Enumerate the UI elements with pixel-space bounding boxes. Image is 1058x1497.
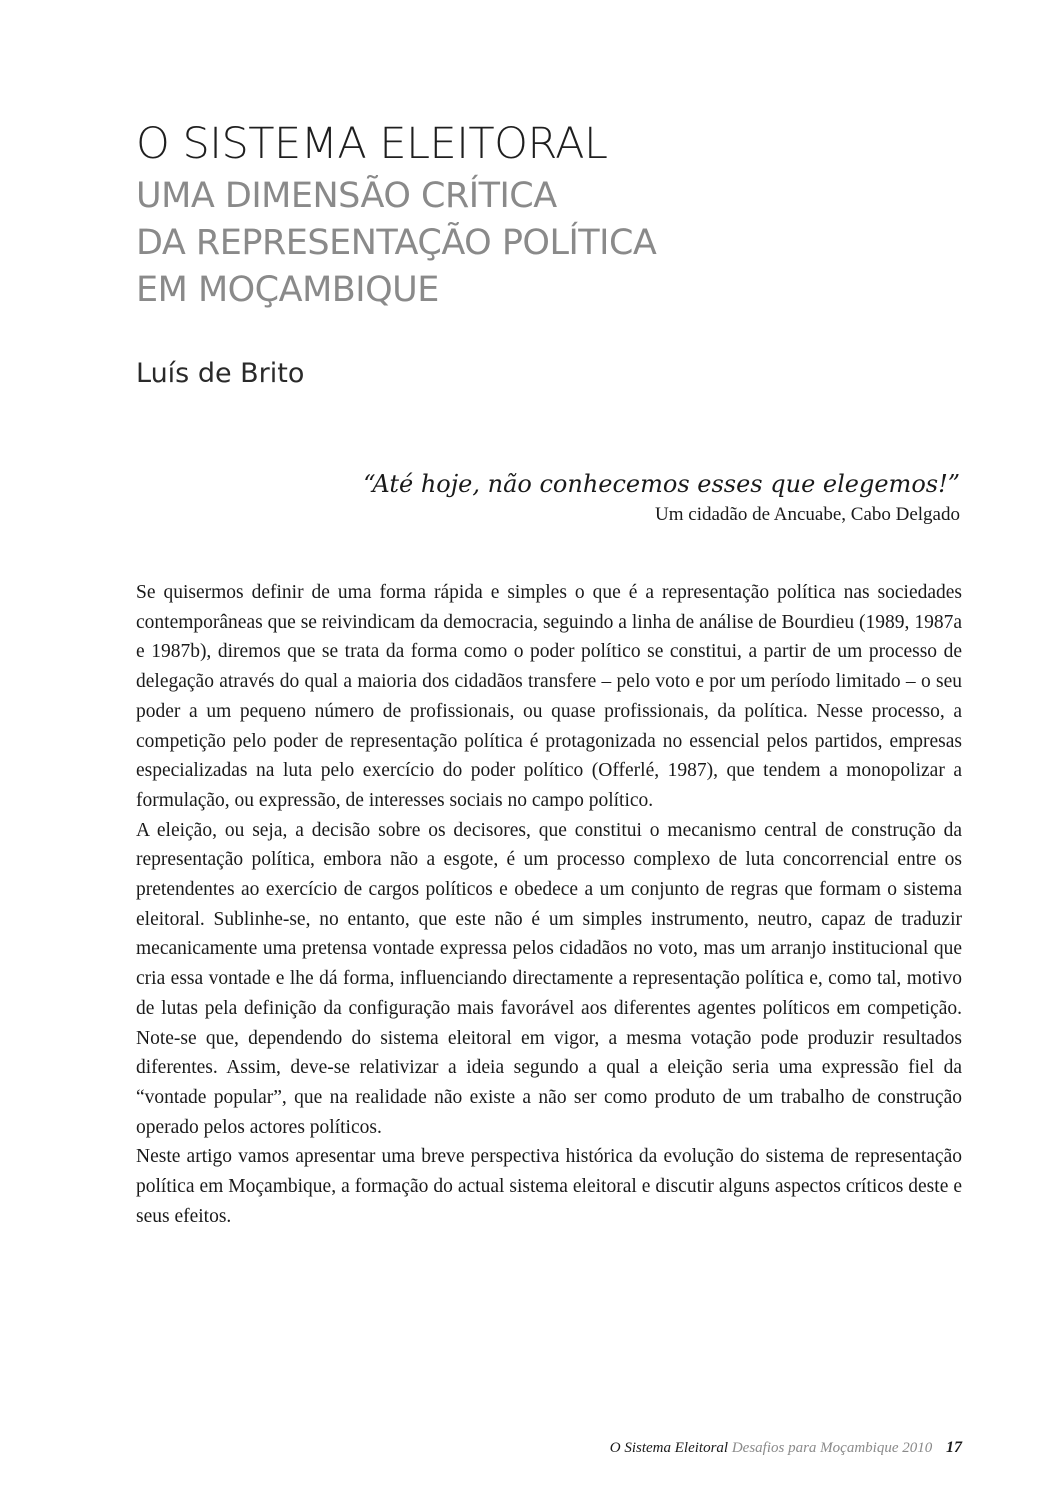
page-footer bbox=[610, 1437, 962, 1459]
article-body bbox=[136, 578, 962, 1231]
article-author: Luís de Brito bbox=[136, 358, 305, 389]
footer-publication: Desafios para Moçambique 2010 bbox=[731, 1440, 933, 1456]
body-paragraph: Neste artigo vamos apresentar uma breve perspectiva histórica da evolução do sistema de representação política em Moçambique, a formação do actual sistema eleitoral e discutir alguns aspectos críticos deste e seus efeitos. bbox=[136, 1146, 962, 1227]
article-subtitle bbox=[136, 173, 996, 314]
subtitle-line: EM MOÇAMBIQUE bbox=[136, 270, 439, 310]
epigraph-quote: “Até hoje, não conhecemos esses que elegemos!” bbox=[363, 470, 960, 498]
body-paragraph: Se quisermos definir de uma forma rápida e simples o que é a representação política nas sociedades contemporâneas que se reivindicam da democracia, seguindo a linha de análise de Bourdieu (1989, 1987a e 1987b), diremos que se trata da forma como o poder político se constitui, a partir de um processo de delegação através do qual a maioria dos cidadãos transfere – pelo voto e por um período limitado – o seu poder a um pequeno número de profissionais, ou quase profissionais, da política. Nesse processo, a competição pelo poder de representação política é protagonizada no essencial pelos partidos, empresas especializadas na luta pelo exercício do poder político (Offerlé, 1987), que tendem a monopolizar a formulação, ou expressão, de interesses sociais no campo político. bbox=[136, 582, 962, 811]
subtitle-line: UMA DIMENSÃO CRÍTICA bbox=[136, 176, 557, 216]
page-number: 17 bbox=[946, 1439, 962, 1456]
body-paragraph: A eleição, ou seja, a decisão sobre os decisores, que constitui o mecanismo central de construção da representação política, embora não a esgote, é um processo complexo de luta concorrencial entre os pretendentes ao exercício de cargos políticos e obedece a um conjunto de regras que formam o sistema eleitoral. Sublinhe-se, no entanto, que este não é um simples instrumento, neutro, capaz de traduzir mecanicamente uma pretensa vontade expressa pelos cidadãos no voto, mas um arranjo institucional que cria essa vontade e lhe dá forma, influenciando directamente a representação política e, como tal, motivo de lutas pela definição da configuração mais favorável aos diferentes agentes políticos em competição. Note-se que, dependendo do sistema eleitoral em vigor, a mesma votação pode produzir resultados diferentes. Assim, deve-se relativizar a ideia segundo a qual a eleição seria uma expressão fiel da “vontade popular”, que na realidade não existe a não ser como produto de um trabalho de construção operado pelos actores políticos. bbox=[136, 819, 962, 1138]
subtitle-line: DA REPRESENTAÇÃO POLÍTICA bbox=[136, 223, 657, 263]
footer-running-title: O Sistema Eleitoral bbox=[609, 1440, 729, 1456]
epigraph-source: Um cidadão de Ancuabe, Cabo Delgado bbox=[655, 504, 960, 525]
epigraph bbox=[363, 467, 960, 529]
article-title: O SISTEMA ELEITORAL bbox=[136, 119, 608, 169]
